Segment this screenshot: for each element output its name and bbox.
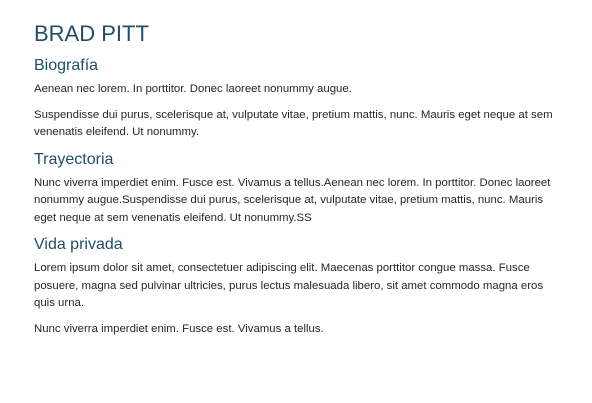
section-vida-privada bbox=[34, 235, 558, 338]
paragraph: Lorem ipsum dolor sit amet, consectetuer adipiscing elit. Maecenas porttitor congue massa. Fusce posuere, magna sed pulvinar ultricies, purus lectus malesuada libero, sit amet commodo magna eros quis urna. bbox=[34, 262, 544, 309]
paragraph: Aenean nec lorem. In porttitor. Donec laoreet nonummy augue. bbox=[34, 83, 352, 95]
paragraph: Nunc viverra imperdiet enim. Fusce est. Vivamus a tellus. bbox=[34, 322, 324, 335]
section-heading-vida-privada: Vida privada bbox=[34, 236, 123, 253]
section-heading-trayectoria: Trayectoria bbox=[34, 150, 114, 168]
section-biografia bbox=[34, 56, 558, 142]
paragraph: Suspendisse dui purus, scelerisque at, vulputate vitae, pretium mattis, nunc. Mauris eget neque at sem venenatis eleifend. Ut nonummy. bbox=[34, 108, 553, 138]
section-heading-biografia: Biografía bbox=[34, 57, 99, 74]
section-trayectoria bbox=[34, 150, 558, 228]
paragraph: Nunc viverra imperdiet enim. Fusce est. Vivamus a tellus.Aenean nec lorem. In porttitor. Donec laoreet nonummy augue.Suspendisse dui purus, scelerisque at, vulputate vitae, pretium mattis, nunc. Mauris eget neque at sem venenatis eleifend. Ut nonummy.SS bbox=[34, 176, 551, 224]
document-title: BRAD PITT bbox=[34, 21, 149, 46]
